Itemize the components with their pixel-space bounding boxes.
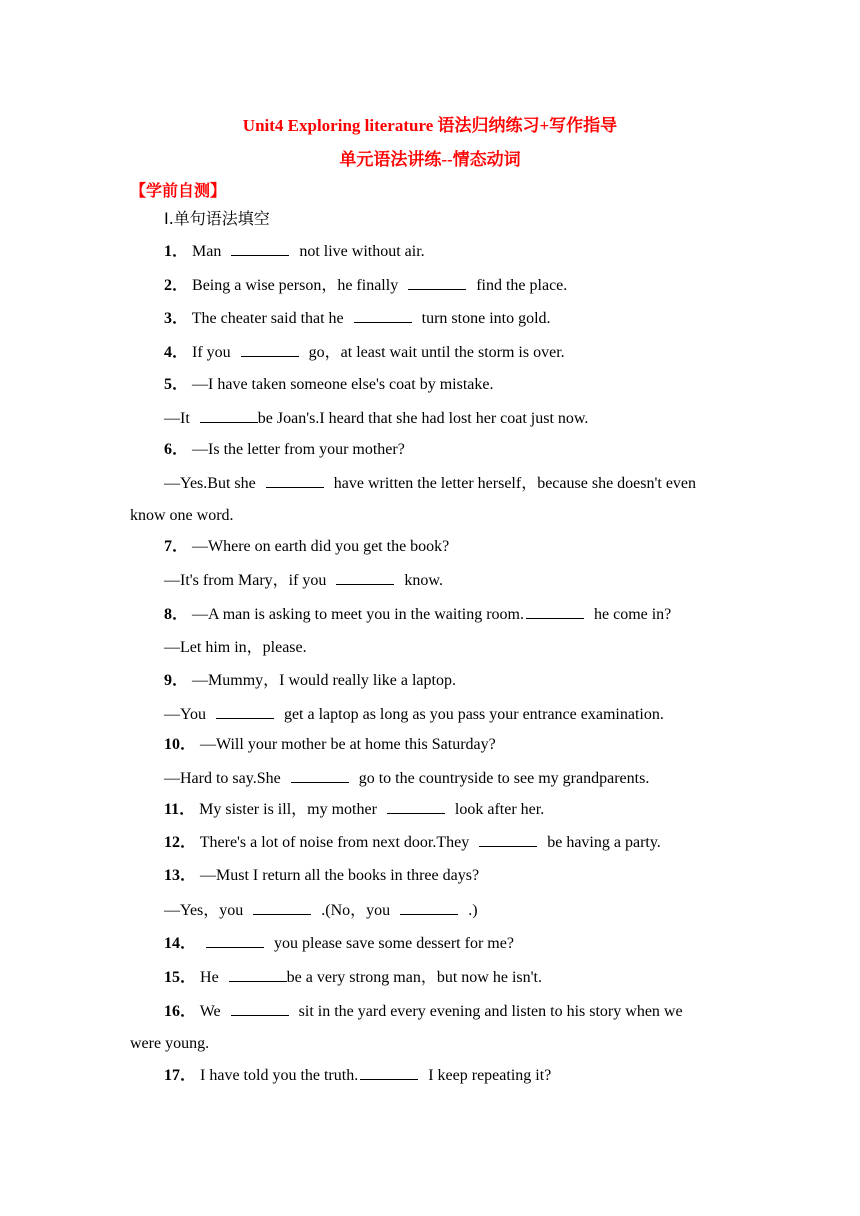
question-text: know. xyxy=(404,572,443,589)
question-text: —Yes，you xyxy=(164,902,244,919)
question-text: I have told you the truth. xyxy=(200,1067,359,1084)
question-text: —It xyxy=(164,410,190,427)
answer-blank[interactable] xyxy=(206,933,264,948)
question-number: 7． xyxy=(164,538,189,555)
question-text: My sister is ill，my mother xyxy=(199,801,377,818)
question-number: 15． xyxy=(164,969,197,986)
question-text: sit in the yard every evening and listen to his story when we xyxy=(298,1003,683,1020)
question-text: go to the countryside to see my grandparents. xyxy=(358,770,650,787)
question-text: The cheater said that he xyxy=(191,310,344,327)
answer-blank[interactable] xyxy=(479,832,537,847)
question-number: 6． xyxy=(164,441,189,458)
question-8 xyxy=(164,604,671,625)
question-8-response xyxy=(164,638,307,658)
question-text: —Hard to say.She xyxy=(164,770,281,787)
answer-blank[interactable] xyxy=(231,1001,289,1016)
answer-blank[interactable] xyxy=(200,408,258,423)
question-number: 2． xyxy=(164,277,189,294)
question-number: 13． xyxy=(164,867,197,884)
question-text: look after her. xyxy=(454,801,545,818)
answer-blank[interactable] xyxy=(408,275,466,290)
question-9 xyxy=(164,671,456,691)
question-number: 17． xyxy=(164,1067,197,1084)
question-text: get a laptop as long as you pass your entrance examination. xyxy=(283,706,664,723)
exercise-heading: I.单句语法填空 xyxy=(164,209,270,228)
question-number: 14． xyxy=(164,935,197,952)
question-15 xyxy=(164,967,542,988)
question-text: have written the letter herself，because she doesn't even xyxy=(333,475,697,492)
question-text: —You xyxy=(164,706,206,723)
question-text: not live without air. xyxy=(299,243,425,260)
question-text: —Is the letter from your mother? xyxy=(192,441,405,458)
question-number: 11． xyxy=(164,801,196,818)
question-9-response xyxy=(164,704,664,725)
question-12 xyxy=(164,832,661,853)
question-text: —It's from Mary，if you xyxy=(164,572,327,589)
question-text: If you xyxy=(192,344,231,361)
question-7-response xyxy=(164,570,443,591)
question-text: know one word. xyxy=(130,507,234,524)
question-text: Man xyxy=(192,243,222,260)
question-text: —A man is asking to meet you in the waiting room. xyxy=(192,606,524,623)
question-5 xyxy=(164,375,493,395)
section-label: 【学前自测】 xyxy=(130,181,227,200)
question-number: 9． xyxy=(164,672,189,689)
question-7 xyxy=(164,537,449,557)
question-3 xyxy=(164,308,551,329)
answer-blank[interactable] xyxy=(216,704,274,719)
question-text: —Will your mother be at home this Saturday? xyxy=(200,736,496,753)
question-5-response xyxy=(164,408,588,429)
page-title: Unit4 Exploring literature 语法归纳练习+写作指导 xyxy=(242,116,618,135)
question-text: he come in? xyxy=(593,606,672,623)
question-text: find the place. xyxy=(476,277,568,294)
question-text: —I have taken someone else's coat by mistake. xyxy=(192,376,494,393)
answer-blank[interactable] xyxy=(387,799,445,814)
question-4 xyxy=(164,342,565,363)
question-number: 10． xyxy=(164,736,197,753)
question-17 xyxy=(164,1065,551,1086)
question-10 xyxy=(164,735,496,755)
question-number: 8． xyxy=(164,606,189,623)
answer-blank[interactable] xyxy=(354,308,412,323)
answer-blank[interactable] xyxy=(229,967,287,982)
question-text: I keep repeating it? xyxy=(428,1067,552,1084)
question-text: turn stone into gold. xyxy=(421,310,551,327)
question-13 xyxy=(164,866,479,886)
question-16 xyxy=(164,1001,683,1022)
question-text: .(No，you xyxy=(321,902,391,919)
answer-blank[interactable] xyxy=(336,570,394,585)
question-16-continuation xyxy=(130,1034,209,1054)
question-text: —Let him in，please. xyxy=(164,639,307,656)
question-text: We xyxy=(199,1003,221,1020)
question-text: .) xyxy=(468,902,478,919)
answer-blank[interactable] xyxy=(231,241,289,256)
question-text: go，at least wait until the storm is over. xyxy=(308,344,565,361)
question-number: 3． xyxy=(164,310,189,327)
question-text: you please save some dessert for me? xyxy=(274,935,514,952)
question-14 xyxy=(164,933,514,954)
answer-blank[interactable] xyxy=(266,473,324,488)
question-text: —Mummy，I would really like a laptop. xyxy=(192,672,456,689)
question-text: be having a party. xyxy=(547,834,661,851)
answer-blank[interactable] xyxy=(360,1065,418,1080)
question-1 xyxy=(164,241,425,262)
question-number: 4． xyxy=(164,344,189,361)
question-13-response xyxy=(164,900,478,921)
question-10-response xyxy=(164,768,649,789)
question-6-response xyxy=(164,473,696,494)
question-text: be a very strong man，but now he isn't. xyxy=(286,969,542,986)
answer-blank[interactable] xyxy=(526,604,584,619)
question-2 xyxy=(164,275,567,296)
answer-blank[interactable] xyxy=(253,900,311,915)
page-subtitle: 单元语法讲练--情态动词 xyxy=(339,150,521,169)
question-text: There's a lot of noise from next door.They xyxy=(199,834,470,851)
question-number: 12． xyxy=(164,834,197,851)
question-text: —Yes.But she xyxy=(164,475,256,492)
answer-blank[interactable] xyxy=(400,900,458,915)
answer-blank[interactable] xyxy=(241,342,299,357)
question-text: He xyxy=(200,969,219,986)
answer-blank[interactable] xyxy=(291,768,349,783)
question-text: —Where on earth did you get the book? xyxy=(192,538,450,555)
question-number: 5． xyxy=(164,376,189,393)
question-text: be Joan's.I heard that she had lost her coat just now. xyxy=(257,410,589,427)
question-6-continuation xyxy=(130,506,234,526)
question-text: —Must I return all the books in three days? xyxy=(200,867,480,884)
question-text: Being a wise person，he finally xyxy=(192,277,399,294)
question-number: 1． xyxy=(164,243,189,260)
question-11 xyxy=(164,799,544,820)
question-6 xyxy=(164,440,405,460)
question-number: 16． xyxy=(164,1003,197,1020)
question-text: were young. xyxy=(130,1035,210,1052)
